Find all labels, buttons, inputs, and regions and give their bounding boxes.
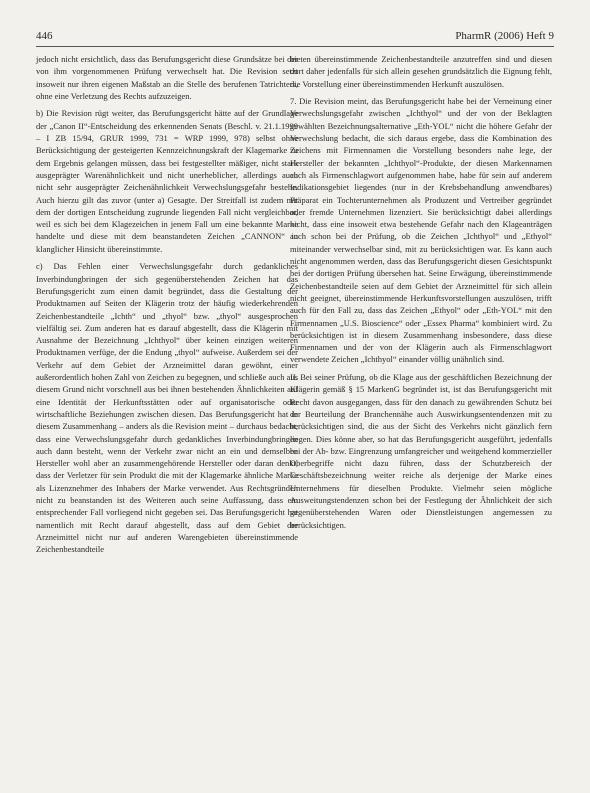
- page-header: [36, 30, 554, 46]
- journal-reference: PharmR (2006) Heft 9: [455, 30, 554, 42]
- paragraph: c) Das Fehlen einer Verwechslungsgefahr durch gedankliches Inverbindungbringen der sich gegenüberstehenden Zeichen hat das Berufungsgericht zum einen damit begründet, dass die Gestaltung der Produktnamen auf Seiten der Klägerin trotz der häufig wiederkehrenden Zeichenbestandteile „Ichth“ und „thyol“ bzw. „thyol“ ausgesprochen vielfältig sei. Zum anderen hat es darauf abgestellt, dass die Klägerin mit Ausnahme der Bezeichnung „Ichthyol“ über keinen einzigen weiteren Produktnamen verfüge, der die Endung „thyol“ aufweise. Außerdem sei der Verkehr auf dem Gebiet der Arzneimittel daran gewöhnt, einer außerordentlich hohen Zahl von Zeichen zu begegnen, und schließe auch aus diesem Grund nicht vorschnell aus bei ihnen bestehenden Ähnlichkeiten auf eine Identität der Herkunftsstätten oder auf organisatorische oder wirtschaftliche Beziehungen zwischen diesen. Das Berufungsgericht hat in diesem Zusammenhang – anders als die Revision meint – durchaus bedacht, dass eine Verwechslungsgefahr durch gedankliches Inverbindungbringen auch dann besteht, wenn der Verkehr zwar nicht an ein und demselben Hersteller wohl aber an zusammengehörende Hersteller oder daran denkt, dass der Verletzer für sein Produkt die mit der Klagemarke ähnliche Marke als Lizenznehmer des Inhabers der Marke verwendet. Aus Rechtsgründen nicht zu beanstanden ist des Weiteren auch seine Auffassung, dass ein entsprechender Fall vorliegend nicht gegeben sei. Das Berufungsgericht hat namentlich mit Recht darauf abgestellt, dass auf dem Gebiet der Arzneimittel nicht nur auf anderen Warengebieten übereinstimmende Zeichenbestandteile: [36, 261, 298, 555]
- paragraph: bieten übereinstimmende Zeichenbestandteile anzutreffen sind und diesen dort daher jedenfalls für sich allein gesehen grundsätzlich die Eignung fehlt, die Vorstellung einer übereinstimmenden Herkunft auszulösen.: [290, 54, 552, 89]
- paragraph: 7. Die Revision meint, das Berufungsgericht habe bei der Verneinung einer Verwechslungsgefahr zwischen „Ichthyol“ und der von der Beklagten gewählten Bezeichnungsalternative „Eth-YOL“ nicht die höhere Gefahr der Verwechslung bedacht, die sich daraus ergebe, dass die Kombination des Zeichens mit Firmennamen die Vorstellung besonders nahe lege, der Hersteller der bekannten „Ichthyol“-Produkte, der diesen Markennamen auch als Firmenschlagwort aufgenommen habe, habe für sein auf anderem Indikationsgebiet liegendes (nur in der Krebsbehandlung anwendbares) Präparat ein Tochterunternehmen als Produzent und Vertreiber gegründet oder fremde Unternehmen lizenziert. Sie berücksichtigt dabei allerdings nicht, dass eine insoweit etwa bestehende Gefahr nach den Klageanträgen auch schon bei der Prüfung, ob die Zeichen „Ichthyol“ und „Ethyol“ miteinander verwechselbar sind, mit zu berücksichtigen war. Es kann auch nicht angenommen werden, dass das Berufungsgericht diesen Gesichtspunkt bei der dortigen Prüfung übersehen hat. Seine Erwägung, übereinstimmende Zeichenbestandteile seien auf dem Gebiet der Arzneimittel für sich allein nicht geeignet, übereinstimmende Herkunftsvorstellungen auszulösen, trifft auch für den Fall zu, dass das Zeichen „Ethyol“ oder „Eth-YOL“ mit den Firmennamen „U.S. Bioscience“ oder „Essex Pharma“ kombiniert wird. Zu berücksichtigen ist in diesem Zusammenhang insbesondere, dass diese Firmennamen und der von der Klägerin auch als Firmenschlagwort verwendete Zeichen „Ichthyol“ einander völlig unähnlich sind.: [290, 96, 552, 365]
- left-column: [36, 53, 298, 555]
- right-column: [290, 53, 552, 531]
- page-number: 446: [36, 30, 53, 42]
- paragraph: jedoch nicht ersichtlich, dass das Berufungsgericht diese Grundsätze bei der von ihm vorgenommenen Prüfung verwechselt hat. Die Revision setzt insoweit nur ihren eigenen Maßstab an die Stelle des berufenen Tatrichters, ohne eine Verletzung des Rechts aufzuzeigen.: [36, 54, 298, 101]
- paragraph: II. Bei seiner Prüfung, ob die Klage aus der geschäftlichen Bezeichnung der Klägerin gemäß § 15 MarkenG begründet ist, ist das Berufungsgericht mit Recht davon ausgegangen, dass für den danach zu gewährenden Schutz bei der Beurteilung der Branchennähe auch Auswirkungsentendenzen mit zu berücksichtigen sind, die aus der Sicht des Verkehrs nicht gänzlich fern liegen. Dies könne aber, so hat das Berufungsgericht ausgeführt, jedenfalls bei der Ab- bzw. Eingrenzung umfangreicher und weitgehend kommerzieller Oberbegriffe nicht dazu führen, dass der Schutzbereich der Geschäftsbezeichnung weiter reiche als derjenige der Marke eines Unternehmens für dieselben Produkte. Vielmehr seien mögliche Ausweitungstendenzen schon bei der Festlegung der Ähnlichkeit der sich gegenüberstehenden Waren oder Dienstleistungen angemessen zu berücksichtigen.: [290, 372, 552, 530]
- header-rule: [36, 46, 554, 47]
- paragraph: b) Die Revision rügt weiter, das Berufungsgericht hätte auf der Grundlage der „Canon II“-Entscheidung des erkennenden Senats (Beschl. v. 21.1.1999 – I ZB 15/94, GRUR 1999, 731 = WRP 1999, 978) selbst ohne Berücksichtigung der gesteigerten Kennzeichnungskraft der Klagemarke zu dem Ergebnis gelangen müssen, dass bei festgestellter mäßiger, nicht stark ausgeprägter Warenähnlichkeit und nicht unerheblicher, allerdings auch nicht sehr ausgeprägter Zeichenähnlichkeit Verwechslungsgefahr bestehe. Auch hierzu gilt das zuvor (unter a) Gesagte. Der Streitfall ist zudem mit dem der dortigen Entscheidung zugrunde liegenden Fall nicht vergleichbar, weil es sich bei dem Klagezeichen in jenem Fall um eine bekannte Marke handelte und diese mit dem beanstandeten Zeichen „CANNON“ in klanglicher Hinsicht übereinstimmte.: [36, 108, 298, 254]
